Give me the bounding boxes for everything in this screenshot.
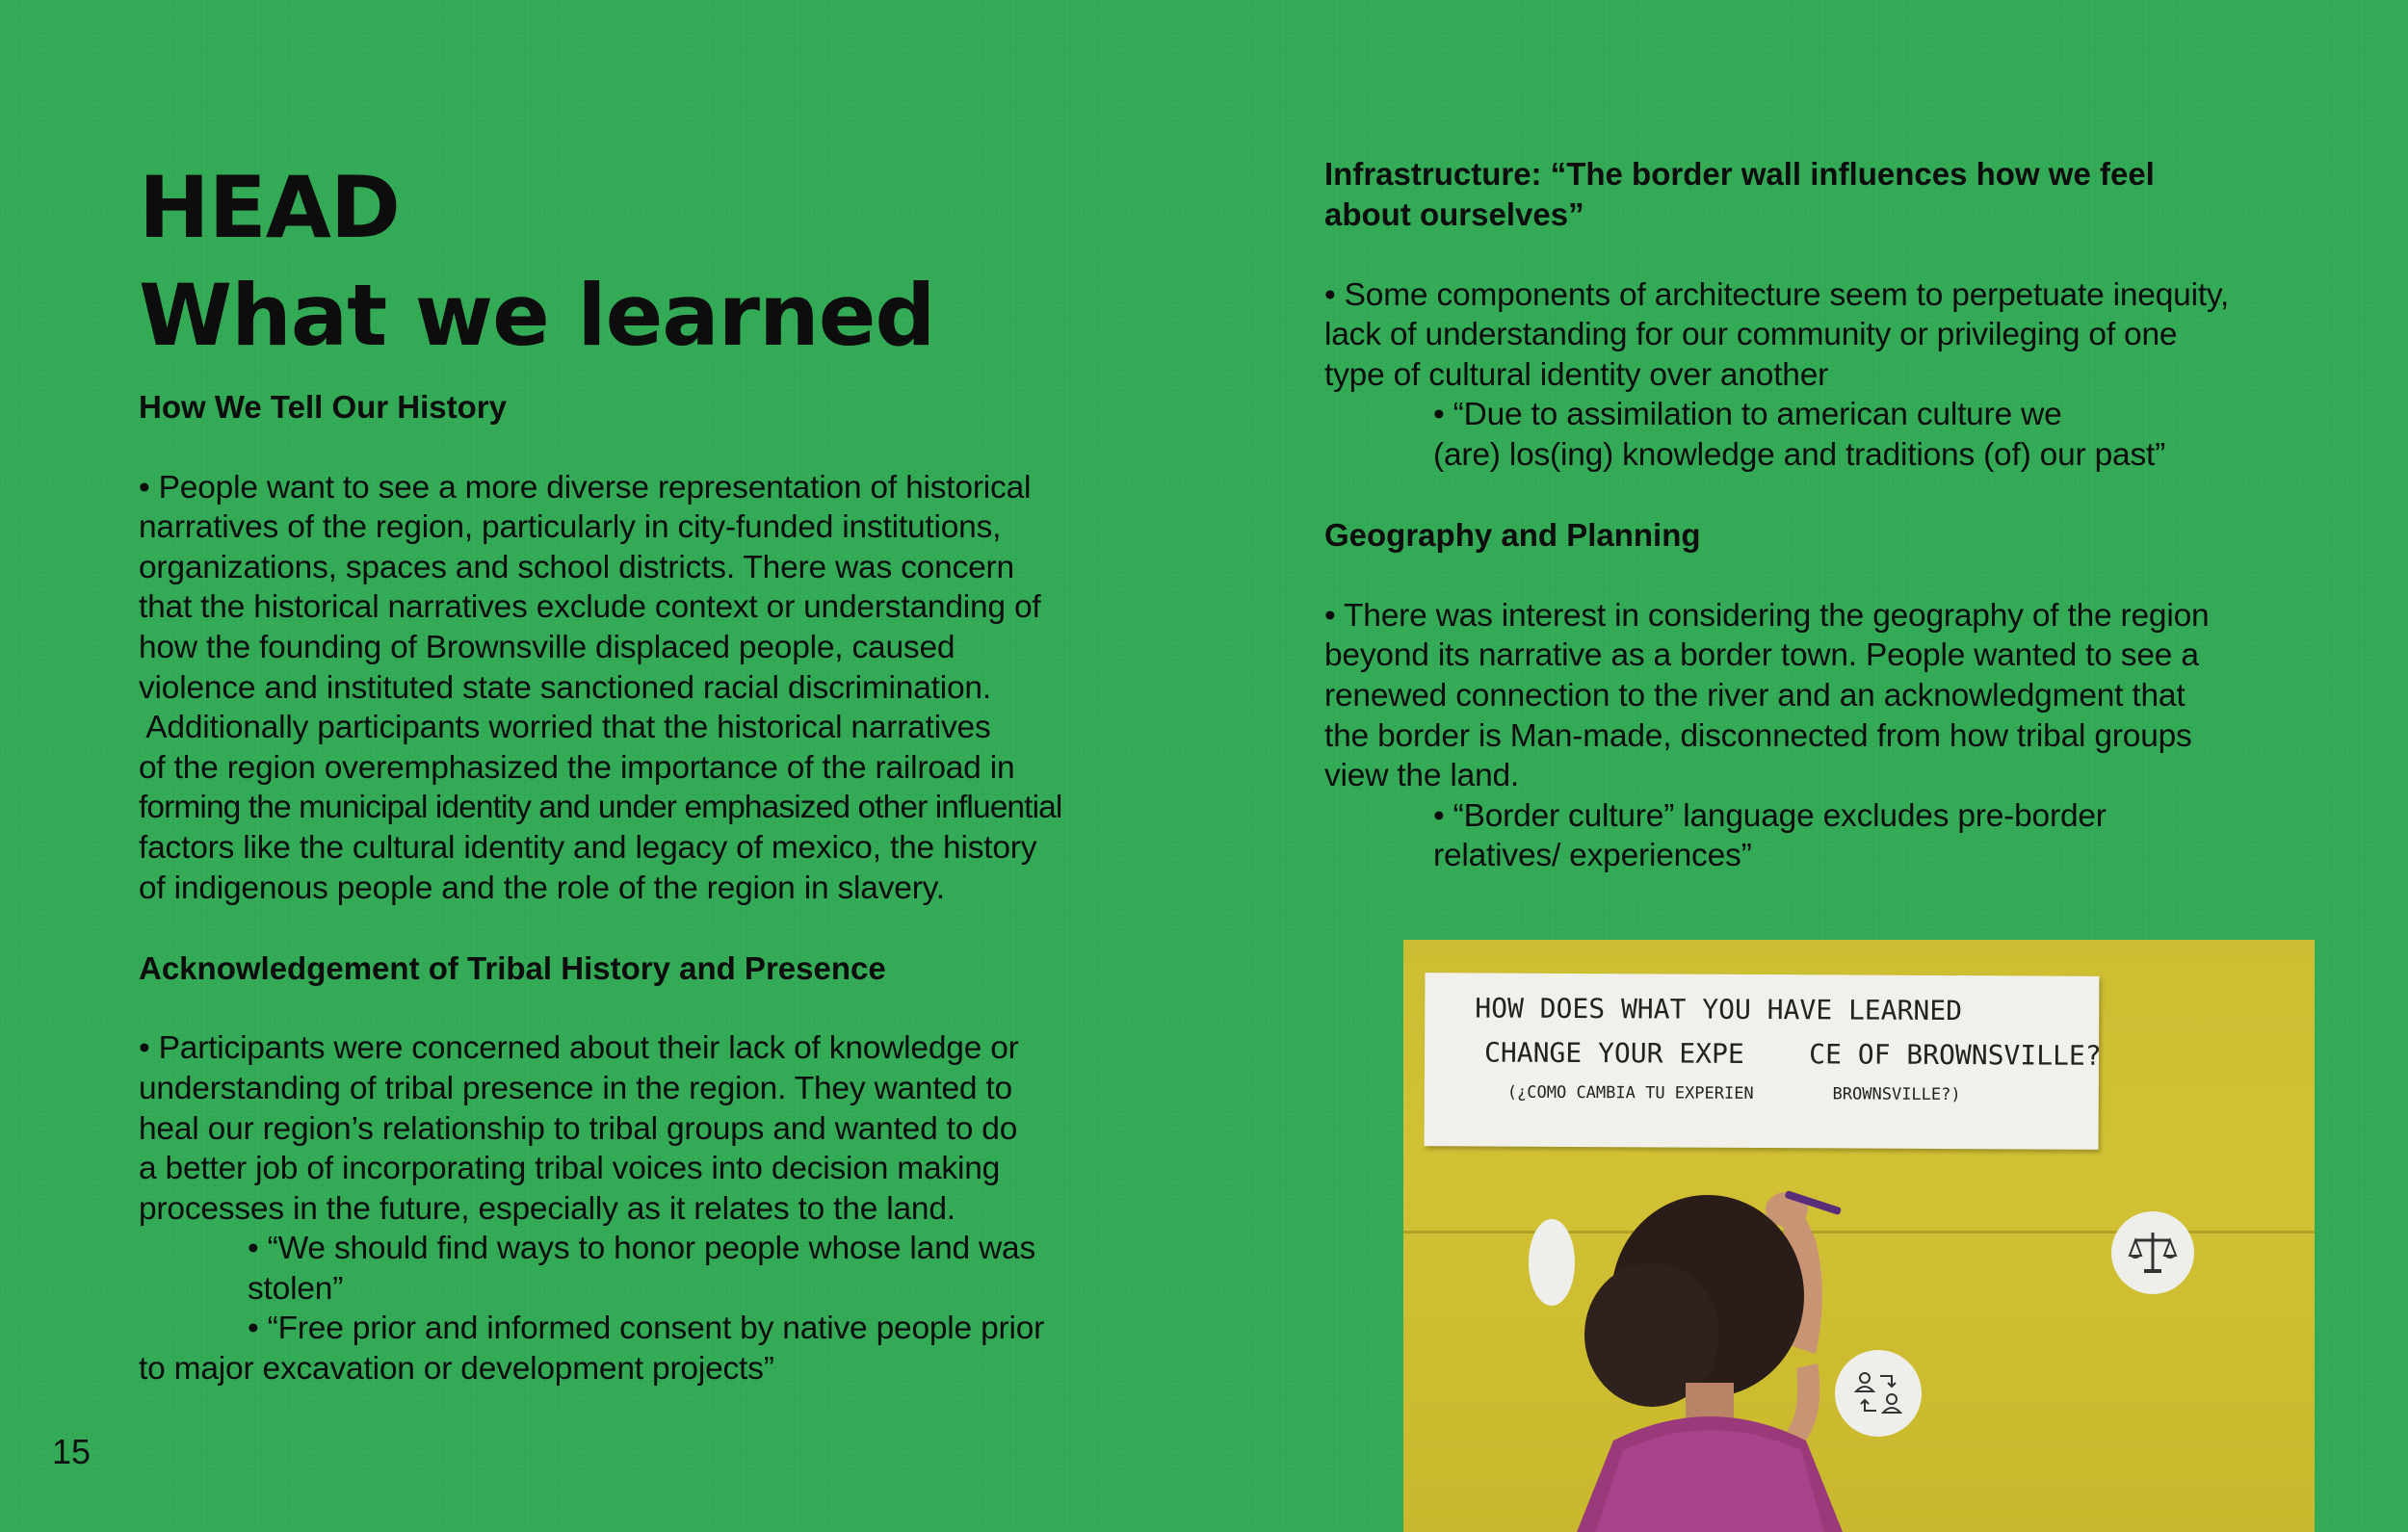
quote-line: relatives/ experiences” bbox=[1433, 838, 1752, 874]
section-heading-tribal: Acknowledgement of Tribal History and Presence bbox=[139, 949, 886, 986]
text-line: forming the municipal identity and under emphasized other influential bbox=[139, 790, 1062, 826]
text-line: how the founding of Brownsville displaced people, caused bbox=[139, 629, 955, 665]
text-line: that the historical narratives exclude context or understanding of bbox=[139, 589, 1041, 626]
left-column bbox=[139, 154, 1140, 1389]
infrastructure-paragraph bbox=[1324, 275, 2316, 476]
quote-line: • “Free prior and informed consent by native people prior bbox=[248, 1311, 1045, 1347]
text-line: renewed connection to the river and an acknowledgment that bbox=[1324, 677, 2186, 714]
text-line: narratives of the region, particularly in city-funded institutions, bbox=[139, 509, 1002, 546]
text-line: processes in the future, especially as it relates to the land. bbox=[139, 1190, 955, 1227]
person-writing bbox=[1498, 1152, 1902, 1532]
quote-line: • “We should find ways to honor people whose land was bbox=[248, 1231, 1036, 1267]
page-title bbox=[139, 154, 1140, 370]
quote-line: stolen” bbox=[248, 1270, 344, 1307]
sign-line: CHANGE YOUR EXPE CE OF BROWNSVILLE? bbox=[1483, 1036, 2102, 1072]
quote-line: (are) los(ing) knowledge and traditions (of) our past” bbox=[1433, 436, 2166, 473]
text-line: a better job of incorporating tribal voices into decision making bbox=[139, 1151, 1001, 1187]
quote-line: • “Due to assimilation to american culture we bbox=[1433, 397, 2062, 433]
history-paragraph bbox=[139, 468, 1140, 909]
text-line: • Some components of architecture seem to perpetuate inequity, bbox=[1324, 276, 2230, 313]
quote-line: • “Border culture” language excludes pre-border bbox=[1433, 797, 2107, 834]
text-line: of the region overemphasized the importance of the railroad in bbox=[139, 749, 1015, 786]
workshop-photo bbox=[1403, 940, 2315, 1532]
text-line: organizations, spaces and school districts. There was concern bbox=[139, 549, 1014, 585]
sign-line: (¿COMO CAMBIA TU EXPERIEN BROWNSVILLE?) bbox=[1506, 1082, 1961, 1105]
text-line: view the land. bbox=[1324, 758, 1520, 794]
text-line: the border is Man-made, disconnected from how tribal groups bbox=[1324, 717, 2192, 754]
geography-paragraph bbox=[1324, 596, 2316, 876]
text-line: • Participants were concerned about their lack of knowledge or bbox=[139, 1030, 1019, 1067]
text-line: heal our region’s relationship to tribal groups and wanted to do bbox=[139, 1110, 1018, 1147]
title-line-2: What we learned bbox=[139, 266, 935, 365]
text-line: type of cultural identity over another bbox=[1324, 356, 1829, 393]
heading-line: Infrastructure: “The border wall influences how we feel bbox=[1324, 156, 2155, 192]
text-line: of indigenous people and the role of the region in slavery. bbox=[139, 870, 945, 906]
section-heading-infrastructure bbox=[1324, 154, 2316, 235]
text-line: beyond its narrative as a border town. People wanted to see a bbox=[1324, 637, 2199, 674]
section-heading-geography: Geography and Planning bbox=[1324, 517, 1701, 554]
right-column bbox=[1324, 154, 2316, 876]
title-line-1: HEAD bbox=[139, 158, 400, 257]
section-heading-history: How We Tell Our History bbox=[139, 389, 507, 425]
heading-line: about ourselves” bbox=[1324, 196, 1584, 232]
question-sign bbox=[1425, 973, 2100, 1150]
text-line: • People want to see a more diverse representation of historical bbox=[139, 469, 1032, 506]
text-line: lack of understanding for our community or privileging of one bbox=[1324, 317, 2178, 353]
text-line: • There was interest in considering the geography of the region bbox=[1324, 597, 2210, 634]
text-line: factors like the cultural identity and legacy of mexico, the history bbox=[139, 829, 1037, 866]
page-number: 15 bbox=[52, 1432, 92, 1471]
text-line: violence and instituted state sanctioned racial discrimination. bbox=[139, 669, 991, 706]
quote-line: to major excavation or development projects” bbox=[139, 1351, 774, 1388]
sign-line: HOW DOES WHAT YOU HAVE LEARNED bbox=[1475, 992, 1963, 1027]
text-line: understanding of tribal presence in the region. They wanted to bbox=[139, 1070, 1012, 1106]
text-line: Additionally participants worried that the historical narratives bbox=[139, 710, 991, 746]
scale-icon bbox=[2111, 1211, 2194, 1294]
tribal-paragraph bbox=[139, 1028, 1140, 1389]
